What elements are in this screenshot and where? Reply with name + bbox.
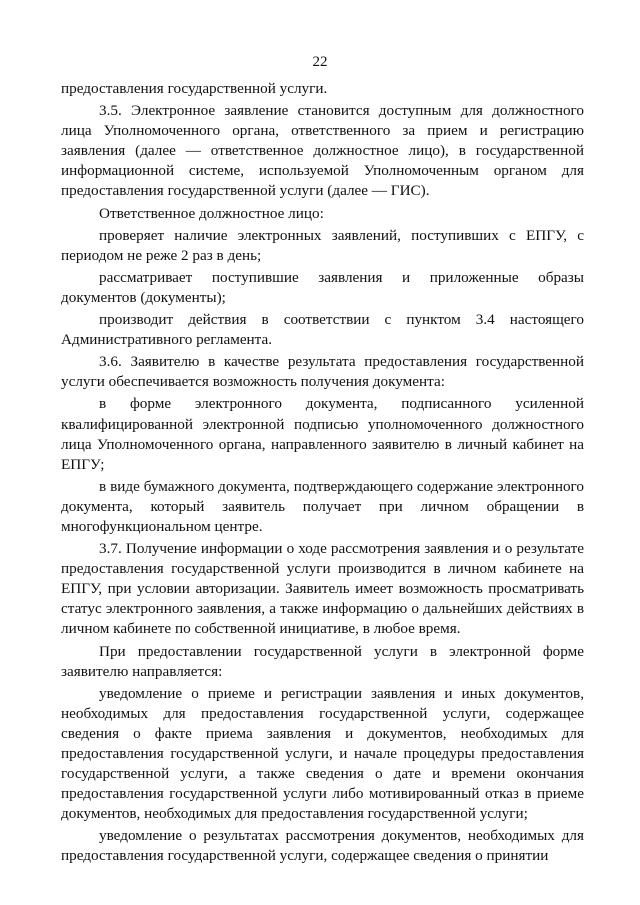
paragraph-paper-document: в виде бумажного документа, подтверждающего содержание электронного документа, который заявитель получает при личном обращении в многофункциональном центре. — [61, 477, 584, 535]
paragraph-performs-actions: производит действия в соответствии с пунктом 3.4 настоящего Административного регламента. — [61, 311, 584, 349]
paragraph-responsible-official: Ответственное должностное лицо: — [99, 204, 324, 222]
paragraph-continuation: предоставления государственной услуги. — [61, 80, 328, 97]
paragraph-3-6: 3.6. Заявителю в качестве результата предоставления государственной услуги обеспечивается возможность получения документа: — [61, 353, 584, 391]
paragraph-electronic-form: При предоставлении государственной услуги в электронной форме заявителю направляется: — [61, 642, 584, 680]
paragraph-electronic-document: в форме электронного документа, подписанного усиленной квалифицированной электронной подписью уполномоченного должностного лица Уполномоченного органа, направленного заявителю в личный кабинет на ЕПГУ; — [61, 395, 584, 473]
paragraph-receipt-notice: уведомление о приеме и регистрации заявления и иных документов, необходимых для предоставления государственной услуги, содержащее сведения о факте приема заявления и документов, необходимых для предоставления государственной услуги, и начале процедуры предоставления государственной услуги, а также сведения о дате и времени окончания предоставления государственной услуги либо мотивированный отказ в приеме документов, необходимых для предоставления государственной услуги; — [61, 684, 584, 823]
paragraph-checks-applications: проверяет наличие электронных заявлений, поступивших с ЕПГУ, с периодом не реже 2 раз в день; — [61, 226, 584, 264]
page-number: 22 — [312, 54, 328, 70]
paragraph-reviews-applications: рассматривает поступившие заявления и приложенные образы документов (документы); — [61, 268, 584, 306]
paragraph-3-5: 3.5. Электронное заявление становится доступным для должностного лица Уполномоченного органа, ответственного за прием и регистрацию заявления (далее — ответственное должностное лицо), в государственной информационной системе, используемой Уполномоченным органом для предоставления государственной услуги (далее — ГИС). — [61, 102, 584, 200]
paragraph-3-7: 3.7. Получение информации о ходе рассмотрения заявления и о результате предоставления государственной услуги производится в личном кабинете на ЕПГУ, при условии авторизации. Заявитель имеет возможность просматривать статус электронного заявления, а также информацию о дальнейших действиях в личном кабинете по собственной инициативе, в любое время. — [61, 540, 584, 638]
paragraph-results-notice: уведомление о результатах рассмотрения документов, необходимых для предоставления государственной услуги, содержащее сведения о принятии — [61, 827, 584, 865]
document-body — [61, 79, 584, 869]
